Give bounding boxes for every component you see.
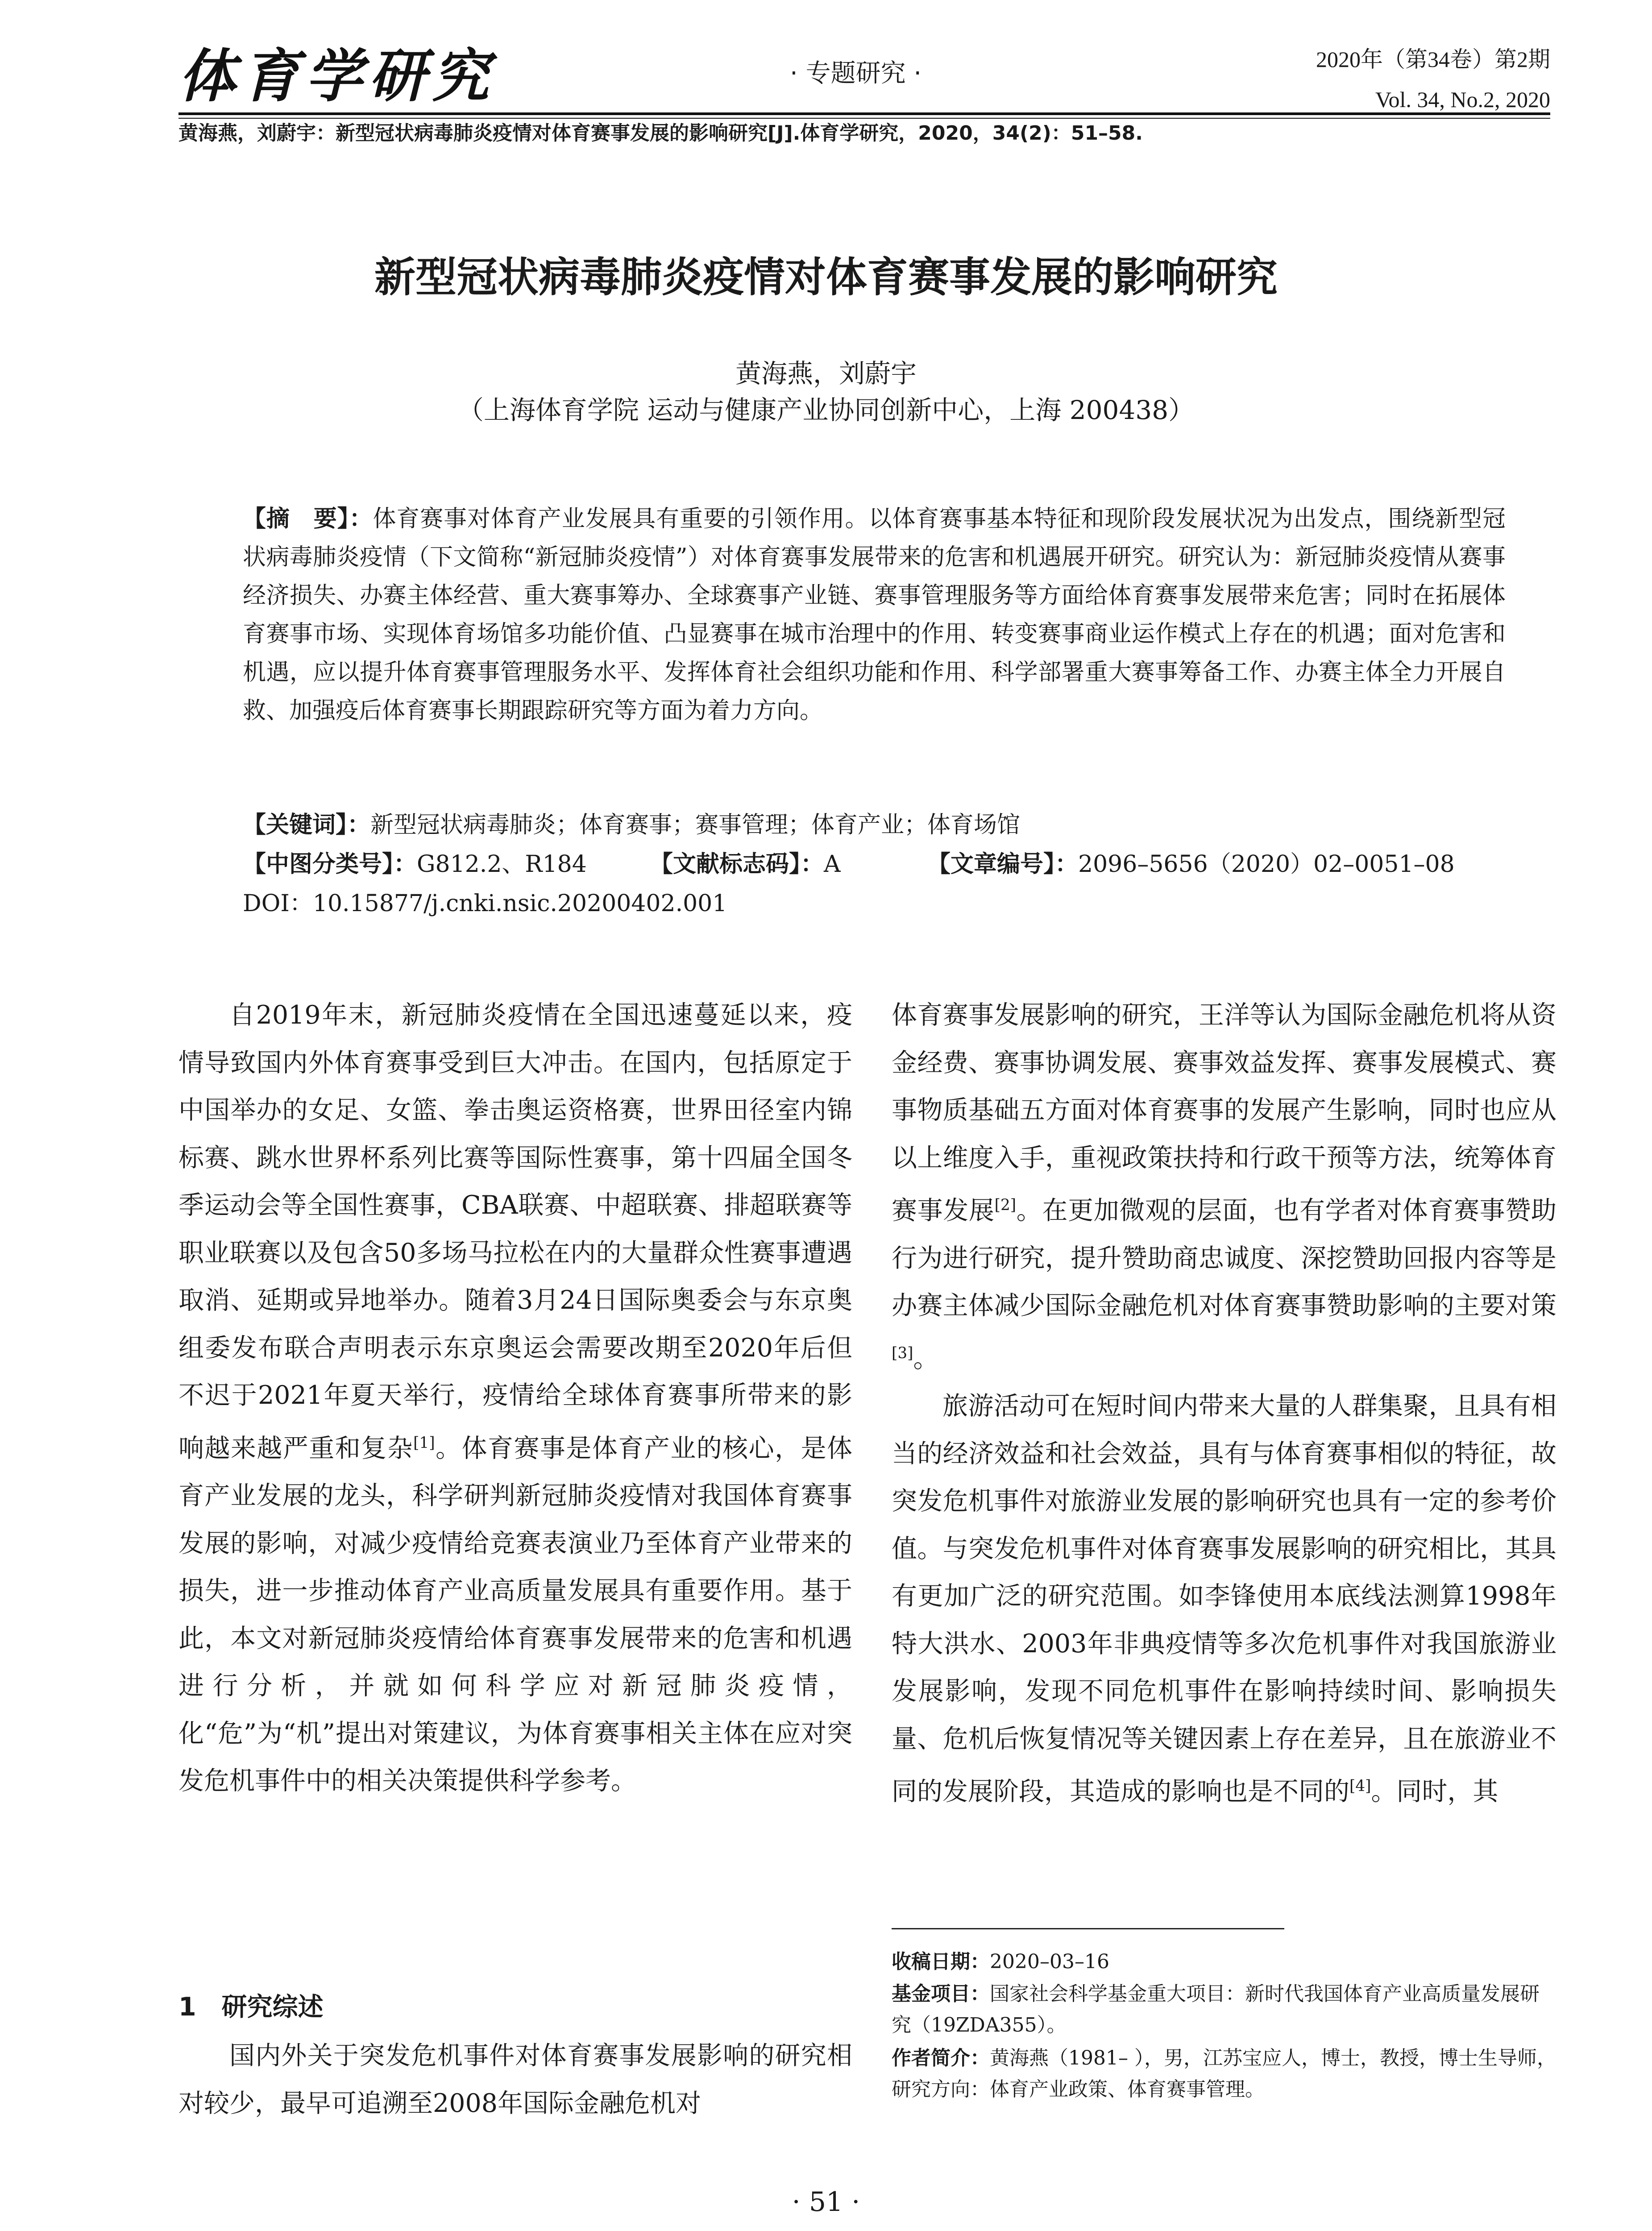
journal-logo: 体育学研究 bbox=[178, 43, 496, 110]
keywords bbox=[243, 806, 1020, 839]
issue-cn: 2020年（第34卷）第2期 bbox=[1316, 47, 1550, 72]
doc-code bbox=[650, 845, 841, 879]
ref-2: [2] bbox=[994, 1196, 1017, 1214]
header-rule bbox=[178, 112, 1550, 115]
footnote-author: 作者简介：黄海燕（1981– ），男，江苏宝应人，博士，教授，博士生导师，研究方向：体育产业政策、体育赛事管理。 bbox=[892, 2047, 1557, 2101]
abstract-text: 体育赛事对体育产业发展具有重要的引领作用。以体育赛事基本特征和现阶段发展状况为出发点，围绕新型冠状病毒肺炎疫情（下文简称“新冠肺炎疫情”）对体育赛事发展带来的危害和机遇展开研究。研究认为：新冠肺炎疫情从赛事经济损失、办赛主体经营、重大赛事筹办、全球赛事产业链、赛事管理服务等方面给体育赛事发展带来危害；同时在拓展体育赛事市场、实现体育场馆多功能价值、凸显赛事在城市治理中的作用、转变赛事商业运作模式上存在的机遇；面对危害和机遇，应以提升体育赛事管理服务水平、发挥体育社会组织功能和作用、科学部署重大赛事筹备工作、办赛主体全力开展自救、加强疫后体育赛事长期跟踪研究等方面为着力方向。 bbox=[243, 506, 1506, 724]
issue-en: Vol. 34, No.2, 2020 bbox=[1375, 87, 1550, 112]
intro-paragraph: 自2019年末，新冠肺炎疫情在全国迅速蔓延以来，疫情导致国内外体育赛事受到巨大冲击。在国内，包括原定于中国举办的女足、女篮、拳击奥运资格赛，世界田径室内锦标赛、跳水世界杯系列比赛等国际性赛事，第十四届全国冬季运动会等全国性赛事，CBA联赛、中超联赛、排超联赛等职业联赛以及包含50多场马拉松在内的大量群众性赛事遭遇取消、延期或异地举办。随着3月24日国际奥委会与东京奥组委发布联合声明表示东京奥运会需要改期至2020年后但不迟于2021年夏天举行，疫情给全球体育赛事所带来的影响越来越严重和复杂[1]。体育赛事是体育产业的核心，是体育产业发展的龙头，科学研判新冠肺炎疫情对我国体育赛事发展的影响，对减少疫情给竞赛表演业乃至体育产业带来的损失，进一步推动体育产业高质量发展具有重要作用。基于此，本文对新冠肺炎疫情给体育赛事发展带来的危害和机遇进行分析，并就如何科学应对新冠肺炎疫情，化“危”为“机”提出对策建议，为体育赛事相关主体在应对突发危机事件中的相关决策提供科学参考。 bbox=[178, 1000, 853, 1796]
article-title: 新型冠状病毒肺炎疫情对体育赛事发展的影响研究 bbox=[374, 253, 1278, 301]
abstract-label: 【摘 要】： bbox=[243, 506, 373, 532]
clc-label: 【中图分类号】： bbox=[243, 851, 417, 878]
body-column-right bbox=[892, 991, 1557, 1816]
citation-line: 黄海燕，刘蔚宇：新型冠状病毒肺炎疫情对体育赛事发展的影响研究[J].体育学研究，2020，34(2)：51–58. bbox=[178, 122, 1143, 145]
clc-code bbox=[243, 845, 587, 879]
article-affiliation: （上海体育学院 运动与健康产业协同创新中心，上海 200438） bbox=[457, 395, 1195, 425]
doi: DOI：10.15877/j.cnki.nsic.20200402.001 bbox=[243, 890, 727, 917]
section1-paragraph: 国内外关于突发危机事件对体育赛事发展影响的研究相对较少，最早可追溯至2008年国际金融危机对 bbox=[178, 2041, 852, 2118]
article-authors: 黄海燕，刘蔚宇 bbox=[735, 358, 917, 389]
article-id-value: 2096–5656（2020）02–0051–08 bbox=[1078, 851, 1455, 878]
ref-3: [3] bbox=[892, 1344, 913, 1362]
clc-value: G812.2、R184 bbox=[417, 851, 587, 878]
body-column-left bbox=[178, 991, 852, 1805]
right-paragraph-1: 体育赛事发展影响的研究，王洋等认为国际金融危机将从资金经费、赛事协调发展、赛事效益发挥、赛事发展模式、赛事物质基础五方面对体育赛事的发展产生影响，同时也应从以上维度入手，重视政策扶持和行政干预等方法，统筹体育赛事发展[2]。在更加微观的层面，也有学者对体育赛事赞助行为进行研究，提升赞助商忠诚度、深挖赞助回报内容等是办赛主体减少国际金融危机对体育赛事赞助影响的主要对策[3]。 bbox=[892, 1000, 1557, 1373]
keywords-label: 【关键词】： bbox=[243, 812, 371, 838]
doc-value: A bbox=[824, 851, 841, 878]
right-paragraph-2: 旅游活动可在短时间内带来大量的人群集聚，且具有相当的经济效益和社会效益，具有与体育赛事相似的特征，故突发危机事件对旅游业发展的影响研究也具有一定的参考价值。与突发危机事件对体育赛事发展影响的研究相比，其具有更加广泛的研究范围。如李锋使用本底线法测算1998年特大洪水、2003年非典疫情等多次危机事件对我国旅游业发展影响，发现不同危机事件在影响持续时间、影响损失量、危机后恢复情况等关键因素上存在差异，且在旅游业不同的发展阶段，其造成的影响也是不同的[4]。同时，其 bbox=[892, 1391, 1557, 1806]
ref-4: [4] bbox=[1349, 1777, 1371, 1795]
section-heading: 1 研究综述 bbox=[178, 1992, 324, 2022]
article-id bbox=[927, 845, 1455, 879]
footnote-rule bbox=[892, 1928, 1284, 1929]
abstract bbox=[243, 500, 1506, 730]
section-label: · 专题研究 · bbox=[790, 59, 922, 88]
ref-1: [1] bbox=[413, 1434, 435, 1452]
page-number: · 51 · bbox=[792, 2186, 860, 2218]
issue-info bbox=[1316, 39, 1550, 120]
footnote-fund: 基金项目：国家社会科学基金重大项目：新时代我国体育产业高质量发展研究（19ZDA355）。 bbox=[892, 1982, 1540, 2036]
article-id-label: 【文章编号】： bbox=[927, 851, 1079, 878]
keywords-text: 新型冠状病毒肺炎；体育赛事；赛事管理；体育产业；体育场馆 bbox=[370, 812, 1021, 838]
footnote-received: 收稿日期：2020–03–16 bbox=[892, 1950, 1109, 1973]
doc-label: 【文献标志码】： bbox=[650, 851, 824, 878]
